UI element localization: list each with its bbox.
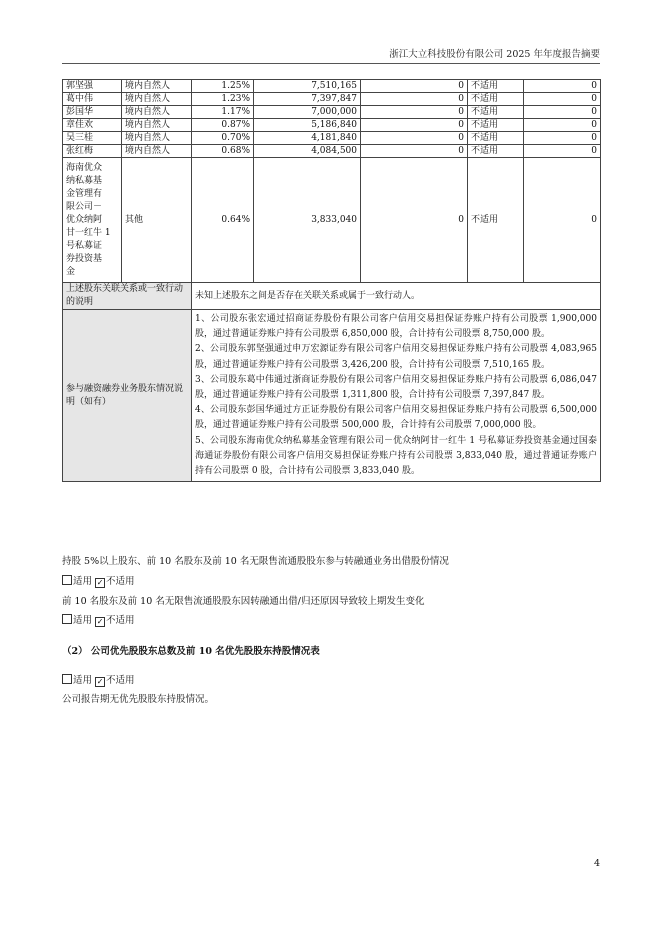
holder-restricted: 0 [361,158,468,283]
holder-pledge-status: 不适用 [468,145,524,158]
holder-pledge-qty: 0 [524,132,601,145]
holder-pledge-status: 不适用 [468,106,524,119]
choice-label: 适用 [73,576,93,587]
pref-choices [62,672,135,687]
change-title: 前 10 名股东及前 10 名无限售流通股股东因转融通出借/归还原因导致较上期发生变化 [62,596,425,607]
margin-text [192,310,601,482]
header-divider [62,63,600,64]
choice-label: 不适用 [106,675,135,686]
holder-pledge-status: 不适用 [468,119,524,132]
fund-name-line: 甘一红牛 1 [66,227,111,238]
holder-name: 郭坚强 [63,80,122,93]
unchecked-box-icon [62,575,72,585]
lending-choices [62,573,135,588]
holder-shares: 7,397,847 [254,93,361,106]
table-row [63,132,601,145]
lending-title: 持股 5%以上股东、前 10 名股东及前 10 名无限售流通股股东参与转融通业务出借股份情况 [62,556,449,567]
holder-pledge-qty: 0 [524,93,601,106]
holder-shares: 7,000,000 [254,106,361,119]
margin-paragraph: 3、公司股东葛中伟通过浙商证券股份有限公司客户信用交易担保证券账户持有公司股票 6,086,047 股，通过普通证券账户持有公司股票 1,311,800 股，合计持有公司股票 7,397,847 股。 [195,374,597,401]
fund-name-line: 优众纳阿 [66,214,103,225]
table-row [63,80,601,93]
margin-label: 参与融资融券业务股东情况说明（如有） [63,310,192,482]
holder-name: 吴三桂 [63,132,122,145]
holder-name: 葛中伟 [63,93,122,106]
holder-pledge-qty: 0 [524,80,601,93]
holder-type: 境内自然人 [122,80,192,93]
holder-pledge-qty: 0 [524,106,601,119]
table-row-fund [63,158,601,283]
margin-row [63,310,601,482]
fund-name-line: 金管理有 [66,188,103,199]
holder-type: 境内自然人 [122,119,192,132]
holder-shares: 5,186,840 [254,119,361,132]
relation-row [63,283,601,310]
table-row [63,106,601,119]
fund-name-line: 号私募证 [66,240,103,251]
holder-type: 境内自然人 [122,145,192,158]
checked-box-icon: ✓ [96,617,104,626]
holder-pledge-qty: 0 [524,158,601,283]
holder-type: 境内自然人 [122,93,192,106]
holder-type: 境内自然人 [122,106,192,119]
pref-text: 公司报告期无优先股股东持股情况。 [62,694,215,705]
fund-name-line: 券投资基 [66,253,103,264]
section-title: （2） 公司优先股股东总数及前 10 名优先股股东持股情况表 [62,646,320,657]
holder-pledge-status: 不适用 [468,132,524,145]
holder-pct: 0.64% [192,158,254,283]
margin-paragraph: 4、公司股东彭国华通过方正证券股份有限公司客户信用交易担保证券账户持有公司股票 6,500,000 股，通过普通证券账户持有公司股票 500,000 股，合计持有公司股票 7,000,000 股。 [195,405,597,431]
holder-restricted: 0 [361,106,468,119]
document-header: 浙江大立科技股份有限公司 2025 年年度报告摘要 [389,49,600,60]
checked-box-icon: ✓ [96,677,104,686]
holder-name: 张红梅 [63,145,122,158]
holder-restricted: 0 [361,119,468,132]
unchecked-box-icon [62,614,72,624]
holder-pct: 0.87% [192,119,254,132]
fund-name-line: 限公司－ [66,201,103,212]
fund-name [63,158,122,283]
margin-paragraph: 1、公司股东张宏通过招商证券股份有限公司客户信用交易担保证券账户持有公司股票 1,900,000 股，通过普通证券账户持有公司股票 6,850,000 股，合计持有公司股票 8,750,000 股。 [195,314,597,340]
holder-pct: 1.17% [192,106,254,119]
relation-label: 上述股东关联关系或一致行动的说明 [63,283,192,310]
holder-pledge-status: 不适用 [468,93,524,106]
holder-restricted: 0 [361,145,468,158]
table-row [63,119,601,132]
holder-type: 其他 [122,158,192,283]
table-row [63,93,601,106]
checked-box-icon: ✓ [96,578,104,587]
holder-pct: 0.68% [192,145,254,158]
fund-name-line: 金 [66,266,76,277]
table-row [63,145,601,158]
holder-pledge-qty: 0 [524,119,601,132]
holder-pct: 1.23% [192,93,254,106]
holder-pledge-status: 不适用 [468,80,524,93]
unchecked-box-icon [62,674,72,684]
choice-label: 不适用 [106,576,135,587]
holder-type: 境内自然人 [122,132,192,145]
holder-restricted: 0 [361,93,468,106]
holder-pledge-status: 不适用 [468,158,524,283]
holder-shares: 4,084,500 [254,145,361,158]
holder-restricted: 0 [361,132,468,145]
margin-paragraph: 5、公司股东海南优众纳私募基金管理有限公司－优众纳阿甘一红牛 1 号私募证券投资基金通过国泰海通证券股份有限公司客户信用交易担保证券账户持有公司股票 3,833,040 股，通过普通证券账户持有公司股票 0 股，合计持有公司股票 3,833,040 股。 [195,435,597,477]
holder-name: 彭国华 [63,106,122,119]
page-number: 4 [593,858,600,869]
choice-label: 适用 [73,615,93,626]
choice-label: 适用 [73,675,93,686]
shareholder-table [62,79,601,482]
holder-name: 章佳欢 [63,119,122,132]
change-choices [62,612,135,627]
holder-shares: 3,833,040 [254,158,361,283]
choice-label: 不适用 [106,615,135,626]
fund-name-line: 海南优众 [66,162,103,173]
margin-paragraph: 2、公司股东郭坚强通过申万宏源证券有限公司客户信用交易担保证券账户持有公司股票 4,083,965 股，通过普通证券账户持有公司股票 3,426,200 股，合计持有公司股票 7,510,165 股。 [195,344,597,370]
holder-pct: 0.70% [192,132,254,145]
relation-text: 未知上述股东之间是否存在关联关系或属于一致行动人。 [192,283,601,310]
fund-name-line: 纳私募基 [66,175,103,186]
holder-restricted: 0 [361,80,468,93]
holder-shares: 4,181,840 [254,132,361,145]
holder-pledge-qty: 0 [524,145,601,158]
holder-pct: 1.25% [192,80,254,93]
holder-shares: 7,510,165 [254,80,361,93]
